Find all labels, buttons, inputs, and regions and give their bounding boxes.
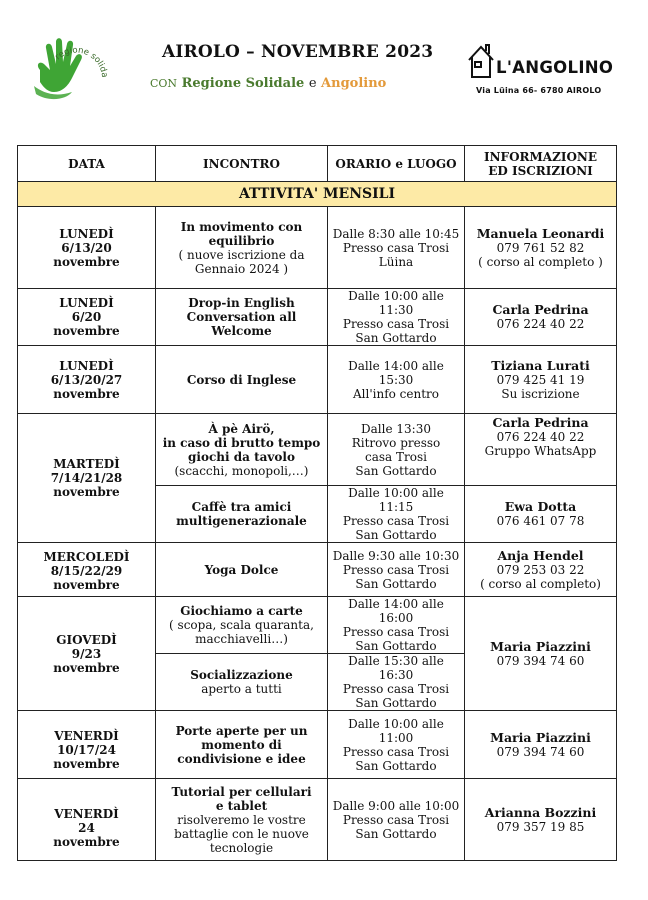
orario-line: Dalle 8:30 alle 10:45 bbox=[332, 226, 460, 241]
contact-name: Maria Piazzini bbox=[490, 638, 591, 654]
table-row bbox=[18, 414, 617, 486]
table-row bbox=[18, 346, 617, 414]
orario-line: Ritrovo presso bbox=[351, 435, 441, 450]
day-dates: 9/23 bbox=[71, 646, 102, 661]
day-month: novembre bbox=[53, 577, 120, 592]
orario-line: Dalle 10:00 alle 11:00 bbox=[348, 716, 444, 745]
orario-cell bbox=[328, 207, 465, 289]
table-row bbox=[18, 597, 617, 654]
orario-line: Dalle 9:00 alle 10:00 bbox=[332, 798, 460, 813]
section-title: ATTIVITA' MENSILI bbox=[18, 182, 617, 207]
orario-cell bbox=[328, 543, 465, 597]
col-header-info-line1: INFORMAZIONE bbox=[483, 149, 598, 164]
incontro-title: Tutorial per cellulari bbox=[171, 784, 312, 799]
orario-line: San Gottardo bbox=[355, 463, 437, 478]
day-month: novembre bbox=[53, 386, 120, 401]
contact-phone: 079 425 41 19 bbox=[496, 372, 585, 387]
page-title: AIROLO – NOVEMBRE 2023 bbox=[162, 42, 434, 62]
contact-phone: 079 394 74 60 bbox=[496, 653, 585, 668]
orario-cell bbox=[328, 486, 465, 543]
day-dates: 6/13/20 bbox=[61, 240, 112, 255]
subtitle-con: CON bbox=[150, 77, 178, 90]
incontro-cell bbox=[156, 597, 328, 654]
incontro-title: À pè Airö, bbox=[208, 421, 275, 436]
contact-name: Carla Pedrina bbox=[492, 415, 589, 430]
day-cell bbox=[18, 207, 156, 289]
incontro-cell bbox=[156, 414, 328, 486]
incontro-cell bbox=[156, 711, 328, 779]
day-dates: 6/20 bbox=[71, 310, 102, 324]
incontro-title: multigenerazionale bbox=[176, 514, 307, 528]
orario-line: San Gottardo bbox=[355, 576, 437, 591]
contact-note: ( corso al completo) bbox=[480, 576, 601, 591]
incontro-title: Socializzazione bbox=[190, 668, 293, 682]
contact-note: Gruppo WhatsApp bbox=[484, 444, 597, 458]
incontro-note: tecnologie bbox=[209, 840, 274, 855]
day-cell bbox=[18, 597, 156, 711]
info-cell bbox=[465, 207, 617, 289]
incontro-note: (scacchi, monopoli,…) bbox=[174, 463, 309, 478]
incontro-note: macchiavelli…) bbox=[195, 632, 288, 646]
schedule-table bbox=[17, 145, 617, 861]
orario-line: Dalle 15:30 alle 16:30 bbox=[348, 654, 444, 682]
contact-note: Su iscrizione bbox=[501, 386, 580, 401]
orario-line: San Gottardo bbox=[355, 758, 437, 773]
incontro-title: Yoga Dolce bbox=[204, 562, 279, 577]
subtitle-org2: Angolino bbox=[321, 76, 387, 91]
info-cell bbox=[465, 543, 617, 597]
table-row bbox=[18, 711, 617, 779]
day-name: LUNEDÌ bbox=[59, 358, 114, 373]
incontro-title: giochi da tavolo bbox=[188, 449, 295, 464]
hand-logo-icon bbox=[26, 34, 108, 106]
contact-name: Manuela Leonardi bbox=[476, 225, 605, 241]
incontro-note: Gennaio 2024 ) bbox=[194, 261, 289, 276]
day-cell bbox=[18, 543, 156, 597]
header-row bbox=[18, 146, 617, 182]
orario-line: Presso casa Trosi bbox=[342, 744, 450, 759]
incontro-cell bbox=[156, 289, 328, 346]
regione-solidale-logo bbox=[26, 34, 108, 106]
contact-phone: 079 761 52 82 bbox=[496, 240, 585, 255]
orario-cell bbox=[328, 654, 465, 711]
day-name: MARTEDÌ bbox=[53, 457, 120, 471]
orario-line: Presso casa Trosi bbox=[342, 812, 450, 827]
orario-line: Presso casa Trosi bbox=[342, 562, 450, 577]
incontro-cell bbox=[156, 207, 328, 289]
table-row bbox=[18, 779, 617, 861]
orario-line: San Gottardo bbox=[355, 696, 437, 710]
incontro-title: In movimento con bbox=[180, 219, 303, 234]
orario-line: casa Trosi bbox=[365, 449, 427, 464]
orario-line: Presso casa Trosi bbox=[342, 514, 450, 528]
incontro-title: Corso di Inglese bbox=[186, 372, 297, 387]
day-cell bbox=[18, 414, 156, 543]
orario-line: San Gottardo bbox=[355, 826, 437, 841]
house-icon bbox=[466, 42, 496, 80]
incontro-title: Caffè tra amici bbox=[191, 500, 292, 514]
header-title-block bbox=[150, 42, 450, 91]
orario-line: Dalle 10:00 alle 11:15 bbox=[348, 486, 444, 514]
contact-phone: 076 461 07 78 bbox=[496, 514, 585, 528]
orario-line: Dalle 13:30 bbox=[361, 421, 431, 436]
orario-cell bbox=[328, 289, 465, 346]
incontro-cell bbox=[156, 486, 328, 543]
incontro-cell bbox=[156, 543, 328, 597]
info-cell bbox=[465, 779, 617, 861]
contact-phone: 079 357 19 85 bbox=[496, 819, 585, 834]
info-cell bbox=[465, 346, 617, 414]
orario-line: All'info centro bbox=[352, 386, 440, 401]
contact-phone: 076 224 40 22 bbox=[496, 430, 585, 444]
day-month: novembre bbox=[53, 254, 120, 269]
orario-line: Presso casa Trosi bbox=[342, 240, 450, 255]
day-cell bbox=[18, 289, 156, 346]
incontro-title: Drop-in English bbox=[188, 296, 295, 310]
incontro-title: momento di bbox=[201, 737, 282, 752]
incontro-title: Porte aperte per un bbox=[175, 723, 308, 738]
contact-note: ( corso al completo ) bbox=[478, 254, 603, 269]
orario-line: Presso casa Trosi bbox=[342, 317, 450, 331]
day-name: VENERDÌ bbox=[54, 806, 119, 821]
incontro-cell bbox=[156, 654, 328, 711]
orario-cell bbox=[328, 711, 465, 779]
contact-phone: 079 394 74 60 bbox=[496, 744, 585, 759]
orario-line: Presso casa Trosi bbox=[342, 625, 450, 639]
table-row bbox=[18, 543, 617, 597]
subtitle-org1: Regione Solidale bbox=[181, 76, 305, 91]
incontro-title: Giochiamo a carte bbox=[180, 604, 303, 618]
info-cell bbox=[465, 597, 617, 711]
table-row bbox=[18, 289, 617, 346]
col-header-info bbox=[465, 146, 617, 182]
contact-phone: 079 253 03 22 bbox=[496, 562, 585, 577]
orario-line: Dalle 14:00 alle 15:30 bbox=[348, 358, 444, 387]
day-cell bbox=[18, 779, 156, 861]
orario-cell bbox=[328, 779, 465, 861]
incontro-title: equilibrio bbox=[208, 233, 275, 248]
info-cell bbox=[465, 414, 617, 486]
orario-cell bbox=[328, 414, 465, 486]
day-name: GIOVEDÌ bbox=[56, 632, 117, 647]
day-dates: 8/15/22/29 bbox=[50, 563, 123, 578]
orario-cell bbox=[328, 597, 465, 654]
incontro-title: Conversation all bbox=[186, 310, 297, 324]
day-name: MERCOLEDÌ bbox=[43, 549, 130, 564]
contact-phone: 076 224 40 22 bbox=[496, 317, 585, 331]
incontro-note: risolveremo le vostre bbox=[177, 812, 306, 827]
day-cell bbox=[18, 346, 156, 414]
day-name: LUNEDÌ bbox=[59, 296, 114, 310]
day-dates: 7/14/21/28 bbox=[50, 471, 123, 485]
orario-line: Dalle 14:00 alle 16:00 bbox=[348, 597, 444, 625]
incontro-note: ( scopa, scala quaranta, bbox=[169, 618, 314, 632]
orario-line: Dalle 10:00 alle 11:30 bbox=[348, 289, 444, 317]
col-header-info-line2: ED ISCRIZIONI bbox=[488, 163, 593, 178]
day-month: novembre bbox=[53, 756, 120, 771]
contact-name: Anja Hendel bbox=[497, 547, 584, 563]
col-header-data: DATA bbox=[18, 146, 156, 182]
contact-name: Maria Piazzini bbox=[490, 729, 591, 745]
info-cell bbox=[465, 711, 617, 779]
contact-name: Ewa Dotta bbox=[504, 499, 577, 514]
day-dates: 24 bbox=[78, 820, 95, 835]
incontro-cell bbox=[156, 346, 328, 414]
incontro-cell bbox=[156, 779, 328, 861]
col-header-incontro: INCONTRO bbox=[156, 146, 328, 182]
contact-name: Tiziana Lurati bbox=[491, 357, 590, 373]
day-cell bbox=[18, 711, 156, 779]
orario-line: San Gottardo bbox=[355, 639, 437, 653]
table-row bbox=[18, 207, 617, 289]
incontro-note: aperto a tutti bbox=[201, 682, 282, 696]
contact-name: Carla Pedrina bbox=[492, 302, 589, 317]
day-month: novembre bbox=[53, 485, 120, 499]
incontro-note: battaglie con le nuove bbox=[174, 826, 309, 841]
col-header-orario: ORARIO e LUOGO bbox=[328, 146, 465, 182]
left-logo-text: regione solid bbox=[53, 45, 108, 74]
incontro-title: Welcome bbox=[211, 324, 272, 338]
subtitle-e: e bbox=[308, 76, 317, 91]
angolino-logo bbox=[466, 40, 636, 100]
incontro-title: in caso di brutto tempo bbox=[162, 435, 321, 450]
orario-line: Lüina bbox=[378, 254, 414, 269]
day-dates: 6/13/20/27 bbox=[50, 372, 123, 387]
orario-line: San Gottardo bbox=[355, 331, 437, 345]
section-band bbox=[18, 182, 617, 207]
incontro-title: e tablet bbox=[215, 798, 268, 813]
incontro-title: condivisione e idee bbox=[177, 751, 306, 766]
angolino-address: Via Lüina 66- 6780 AIROLO bbox=[476, 86, 602, 95]
info-cell bbox=[465, 289, 617, 346]
orario-line: San Gottardo bbox=[355, 528, 437, 542]
contact-name: Arianna Bozzini bbox=[484, 804, 597, 820]
incontro-note: ( nuove iscrizione da bbox=[178, 247, 305, 262]
day-name: VENERDÌ bbox=[54, 728, 119, 743]
day-month: novembre bbox=[53, 834, 120, 849]
info-cell bbox=[465, 486, 617, 543]
day-month: novembre bbox=[53, 324, 120, 338]
page-subtitle bbox=[150, 76, 450, 91]
orario-cell bbox=[328, 346, 465, 414]
orario-line: Presso casa Trosi bbox=[342, 682, 450, 696]
day-dates: 10/17/24 bbox=[57, 742, 116, 757]
orario-line: Dalle 9:30 alle 10:30 bbox=[332, 548, 460, 563]
angolino-brand: L'ANGOLINO bbox=[496, 58, 614, 77]
day-name: LUNEDÌ bbox=[59, 226, 114, 241]
day-month: novembre bbox=[53, 660, 120, 675]
